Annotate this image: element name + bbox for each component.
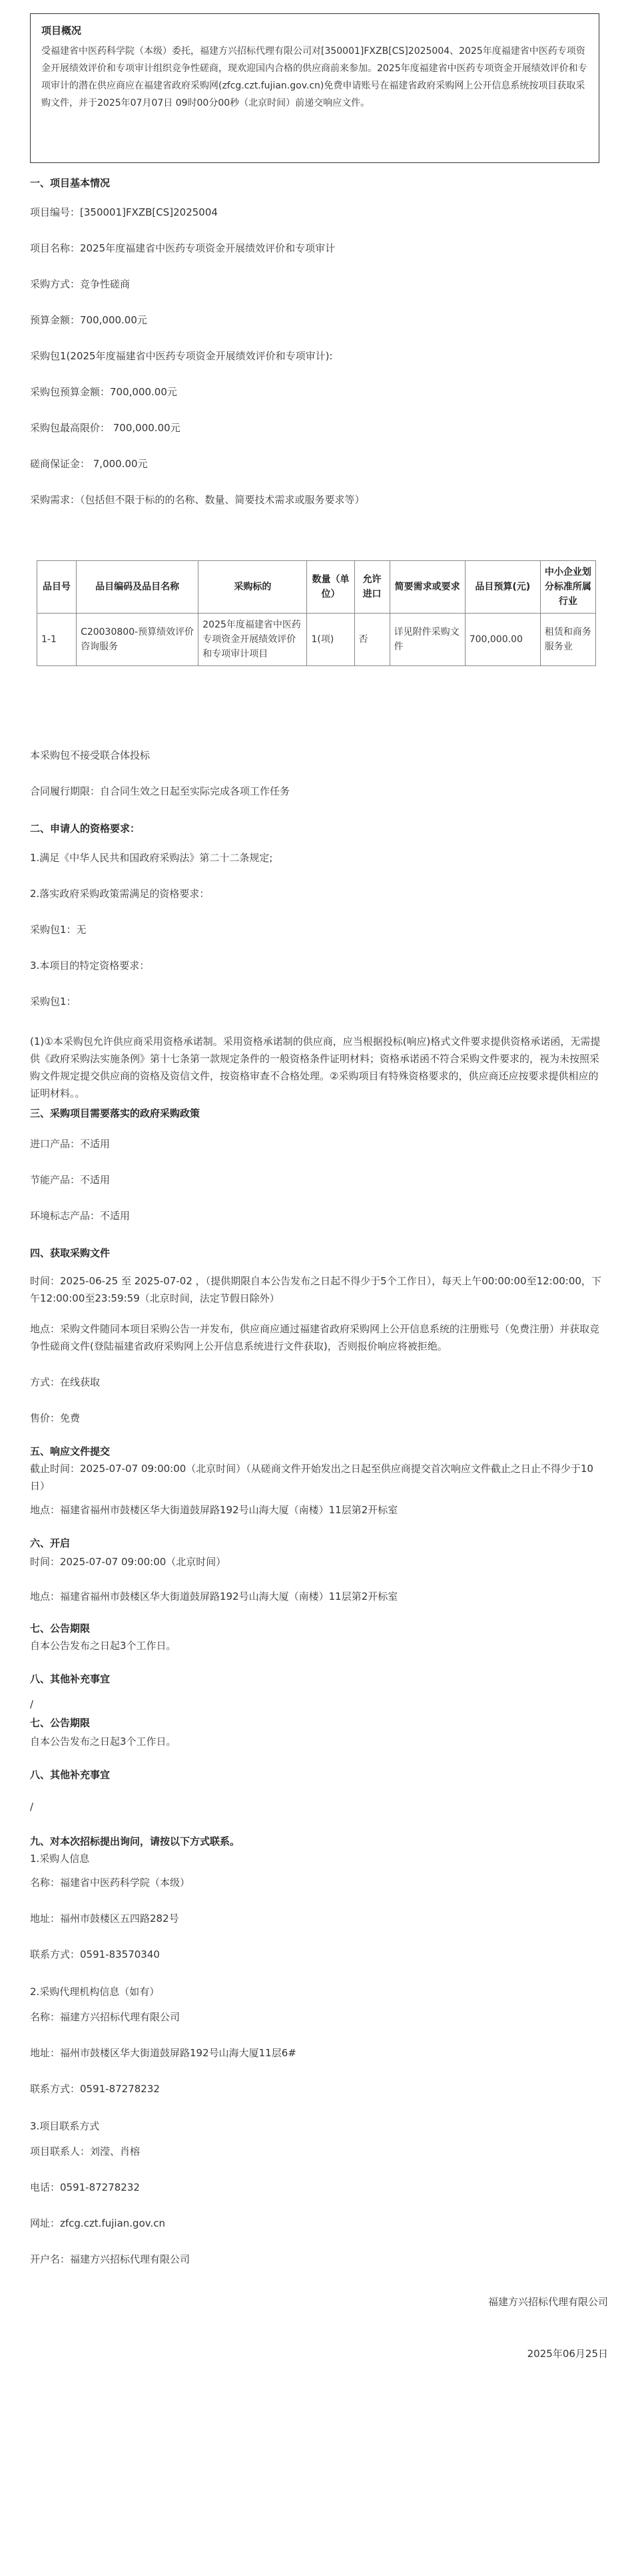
policy-environment: 环境标志产品：不适用 — [30, 1210, 131, 1222]
policy-energy: 节能产品：不适用 — [30, 1174, 111, 1186]
table-row — [37, 614, 596, 666]
th-import: 允许进口 — [354, 561, 390, 614]
open-time: 时间：2025-07-07 09:00:00（北京时间） — [30, 1556, 226, 1568]
section-8b-heading: 八、其他补充事宜 — [30, 1769, 111, 1781]
td-budget: 700,000.00 — [465, 614, 540, 666]
qual-item-2-pkg: 采购包1：无 — [30, 924, 87, 936]
td-import: 否 — [354, 614, 390, 666]
procurement-method: 采购方式：竞争性磋商 — [30, 278, 131, 290]
section-6-heading: 六、开启 — [30, 1537, 71, 1549]
qual-item-3-pkg: 采购包1： — [30, 996, 77, 1008]
project-summary-box — [30, 13, 599, 163]
supplement-text: / — [30, 1698, 34, 1710]
qual-detail: (1)①本采购包允许供应商采用资格承诺制。采用资格承诺制的供应商，应当根据投标(响应)格式文件要求提供资格承诺函，无需提供《政府采购法实施条例》第十七条第一款规定条件的一般资格条件证明材料；资格承诺函不符合采购文件要求的，视为未按照采购文件规定提交供应商的资格及资信文件，按资格审查不合格处理。②采购项目有特殊资格要求的，供应商还应按要求提供相应的证明材料。。 — [30, 1035, 601, 1099]
section-5-heading: 五、响应文件提交 — [30, 1445, 111, 1457]
agency-address: 地址：福州市鼓楼区华大街道鼓屏路192号山海大厦11层6# — [30, 2047, 296, 2059]
footer-company: 福建方兴招标代理有限公司 — [487, 2296, 608, 2308]
qual-item-3: 3.本项目的特定资格要求： — [30, 960, 150, 972]
obtain-place: 地点：采购文件随同本项目采购公告一并发布，供应商应通过福建省政府采购网上公开信息系统的注册账号（免费注册）并获取竞争性磋商文件(登陆福建省政府采购网上公开信息系统进行文件获取)，否则报价响应将被拒绝。 — [30, 1323, 600, 1352]
section-8-heading: 八、其他补充事宜 — [30, 1673, 111, 1685]
th-budget: 品目预算(元) — [465, 561, 540, 614]
purchaser-info-title: 1.采购人信息 — [30, 1853, 90, 1865]
section-4-heading: 四、获取采购文件 — [30, 1247, 111, 1259]
td-subject: 2025年度福建省中医药专项资金开展绩效评价和专项审计项目 — [198, 614, 307, 666]
account-name: 开户名：福建方兴招标代理有限公司 — [30, 2253, 190, 2265]
joint-bid-note: 本采购包不接受联合体投标 — [30, 749, 151, 761]
section-9-heading: 九、对本次招标提出询问，请按以下方式联系。 — [30, 1835, 240, 1847]
policy-import: 进口产品：不适用 — [30, 1138, 111, 1150]
notice-period-repeat: 自本公告发布之日起3个工作日。 — [30, 1736, 176, 1748]
supplement-text-repeat: / — [30, 1801, 34, 1813]
section-1-heading: 一、项目基本情况 — [30, 177, 111, 189]
agency-info-title: 2.采购代理机构信息（如有） — [30, 1986, 160, 1998]
procurement-table — [37, 560, 596, 666]
submit-deadline: 截止时间：2025-07-07 09:00:00（北京时间）（从磋商文件开始发出之日起至供应商提交首次响应文件截止之日止不得少于10日） — [30, 1463, 593, 1492]
project-contact-person: 项目联系人：刘滢、肖榕 — [30, 2145, 141, 2157]
project-name: 项目名称：2025年度福建省中医药专项资金开展绩效评价和专项审计 — [30, 242, 336, 254]
obtain-price: 售价：免费 — [30, 1412, 81, 1424]
project-number: 项目编号：[350001]FXZB[CS]2025004 — [30, 206, 218, 218]
agency-name: 名称：福建方兴招标代理有限公司 — [30, 2011, 180, 2023]
open-place: 地点：福建省福州市鼓楼区华大街道鼓屏路192号山海大厦（南楼）11层第2开标室 — [30, 1590, 398, 1602]
td-quantity: 1(项) — [307, 614, 354, 666]
project-contact-title: 3.项目联系方式 — [30, 2120, 100, 2132]
qual-item-2: 2.落实政府采购政策需满足的资格要求： — [30, 888, 210, 900]
summary-title: 项目概况 — [41, 25, 82, 37]
notice-period: 自本公告发布之日起3个工作日。 — [30, 1640, 176, 1652]
section-7b-heading: 七、公告期限 — [30, 1717, 91, 1729]
obtain-time: 时间：2025-06-25 至 2025-07-02 ，（提供期限自本公告发布之日起不得少于5个工作日），每天上午00:00:00至12:00:00，下午12:00:00至23:59:59（北京时间，法定节假日除外） — [30, 1275, 601, 1304]
purchaser-phone: 联系方式：0591-83570340 — [30, 1948, 160, 1960]
th-subject: 采购标的 — [198, 561, 307, 614]
project-contact-phone: 电话：0591-87278232 — [30, 2181, 140, 2193]
procurement-needs: 采购需求：（包括但不限于标的的名称、数量、简要技术需求或服务要求等） — [30, 494, 365, 506]
agency-phone: 联系方式：0591-87278232 — [30, 2083, 160, 2095]
website: 网址：zfcg.czt.fujian.gov.cn — [30, 2217, 165, 2229]
qual-item-1: 1.满足《中华人民共和国政府采购法》第二十二条规定; — [30, 852, 273, 864]
deposit: 磋商保证金： 7,000.00元 — [30, 458, 148, 470]
contract-period: 合同履行期限：自合同生效之日起至实际完成各项工作任务 — [30, 785, 290, 797]
th-item-code: 品目编码及品目名称 — [77, 561, 198, 614]
th-industry: 中小企业划分标准所属行业 — [540, 561, 595, 614]
td-item-code: C20030800-预算绩效评价咨询服务 — [77, 614, 198, 666]
summary-text: 受福建省中医药科学院（本级）委托，福建方兴招标代理有限公司对[350001]FXZB[CS]2025004、2025年度福建省中医药专项资金开展绩效评价和专项审计组织竞争性磋商，现欢迎国内合格的供应商前来参加。2025年度福建省中医药专项资金开展绩效评价和专项审计的潜在供应商应在福建省政府采购网(zfcg.czt.fujian.gov.cn)免费申请账号在福建省政府采购网上公开信息系统按项目获取采购文件，并于2025年07月07日 09时00分00秒（北京时间）前递交响应文件。 — [41, 46, 587, 108]
th-quantity: 数量（单位） — [307, 561, 354, 614]
section-2-heading: 二、申请人的资格要求： — [30, 823, 141, 834]
td-industry: 租赁和商务服务业 — [540, 614, 595, 666]
th-requirements: 简要需求或要求 — [390, 561, 465, 614]
package-max-price: 采购包最高限价： 700,000.00元 — [30, 422, 180, 434]
submit-place: 地点：福建省福州市鼓楼区华大街道鼓屏路192号山海大厦（南楼）11层第2开标室 — [30, 1504, 398, 1516]
purchaser-name: 名称：福建省中医药科学院（本级） — [30, 1877, 190, 1889]
section-7-heading: 七、公告期限 — [30, 1622, 91, 1634]
footer-date: 2025年06月25日 — [527, 2348, 608, 2360]
section-3-heading: 三、采购项目需要落实的政府采购政策 — [30, 1107, 200, 1119]
package-title: 采购包1(2025年度福建省中医药专项资金开展绩效评价和专项审计): — [30, 350, 333, 362]
th-item-no: 品目号 — [37, 561, 77, 614]
budget-amount: 预算金额：700,000.00元 — [30, 314, 147, 326]
obtain-way: 方式：在线获取 — [30, 1376, 101, 1388]
td-item-no: 1-1 — [37, 614, 77, 666]
td-requirements: 详见附件采购文件 — [390, 614, 465, 666]
purchaser-address: 地址：福州市鼓楼区五四路282号 — [30, 1913, 179, 1925]
table-header-row — [37, 561, 596, 614]
package-budget: 采购包预算金额：700,000.00元 — [30, 386, 177, 398]
